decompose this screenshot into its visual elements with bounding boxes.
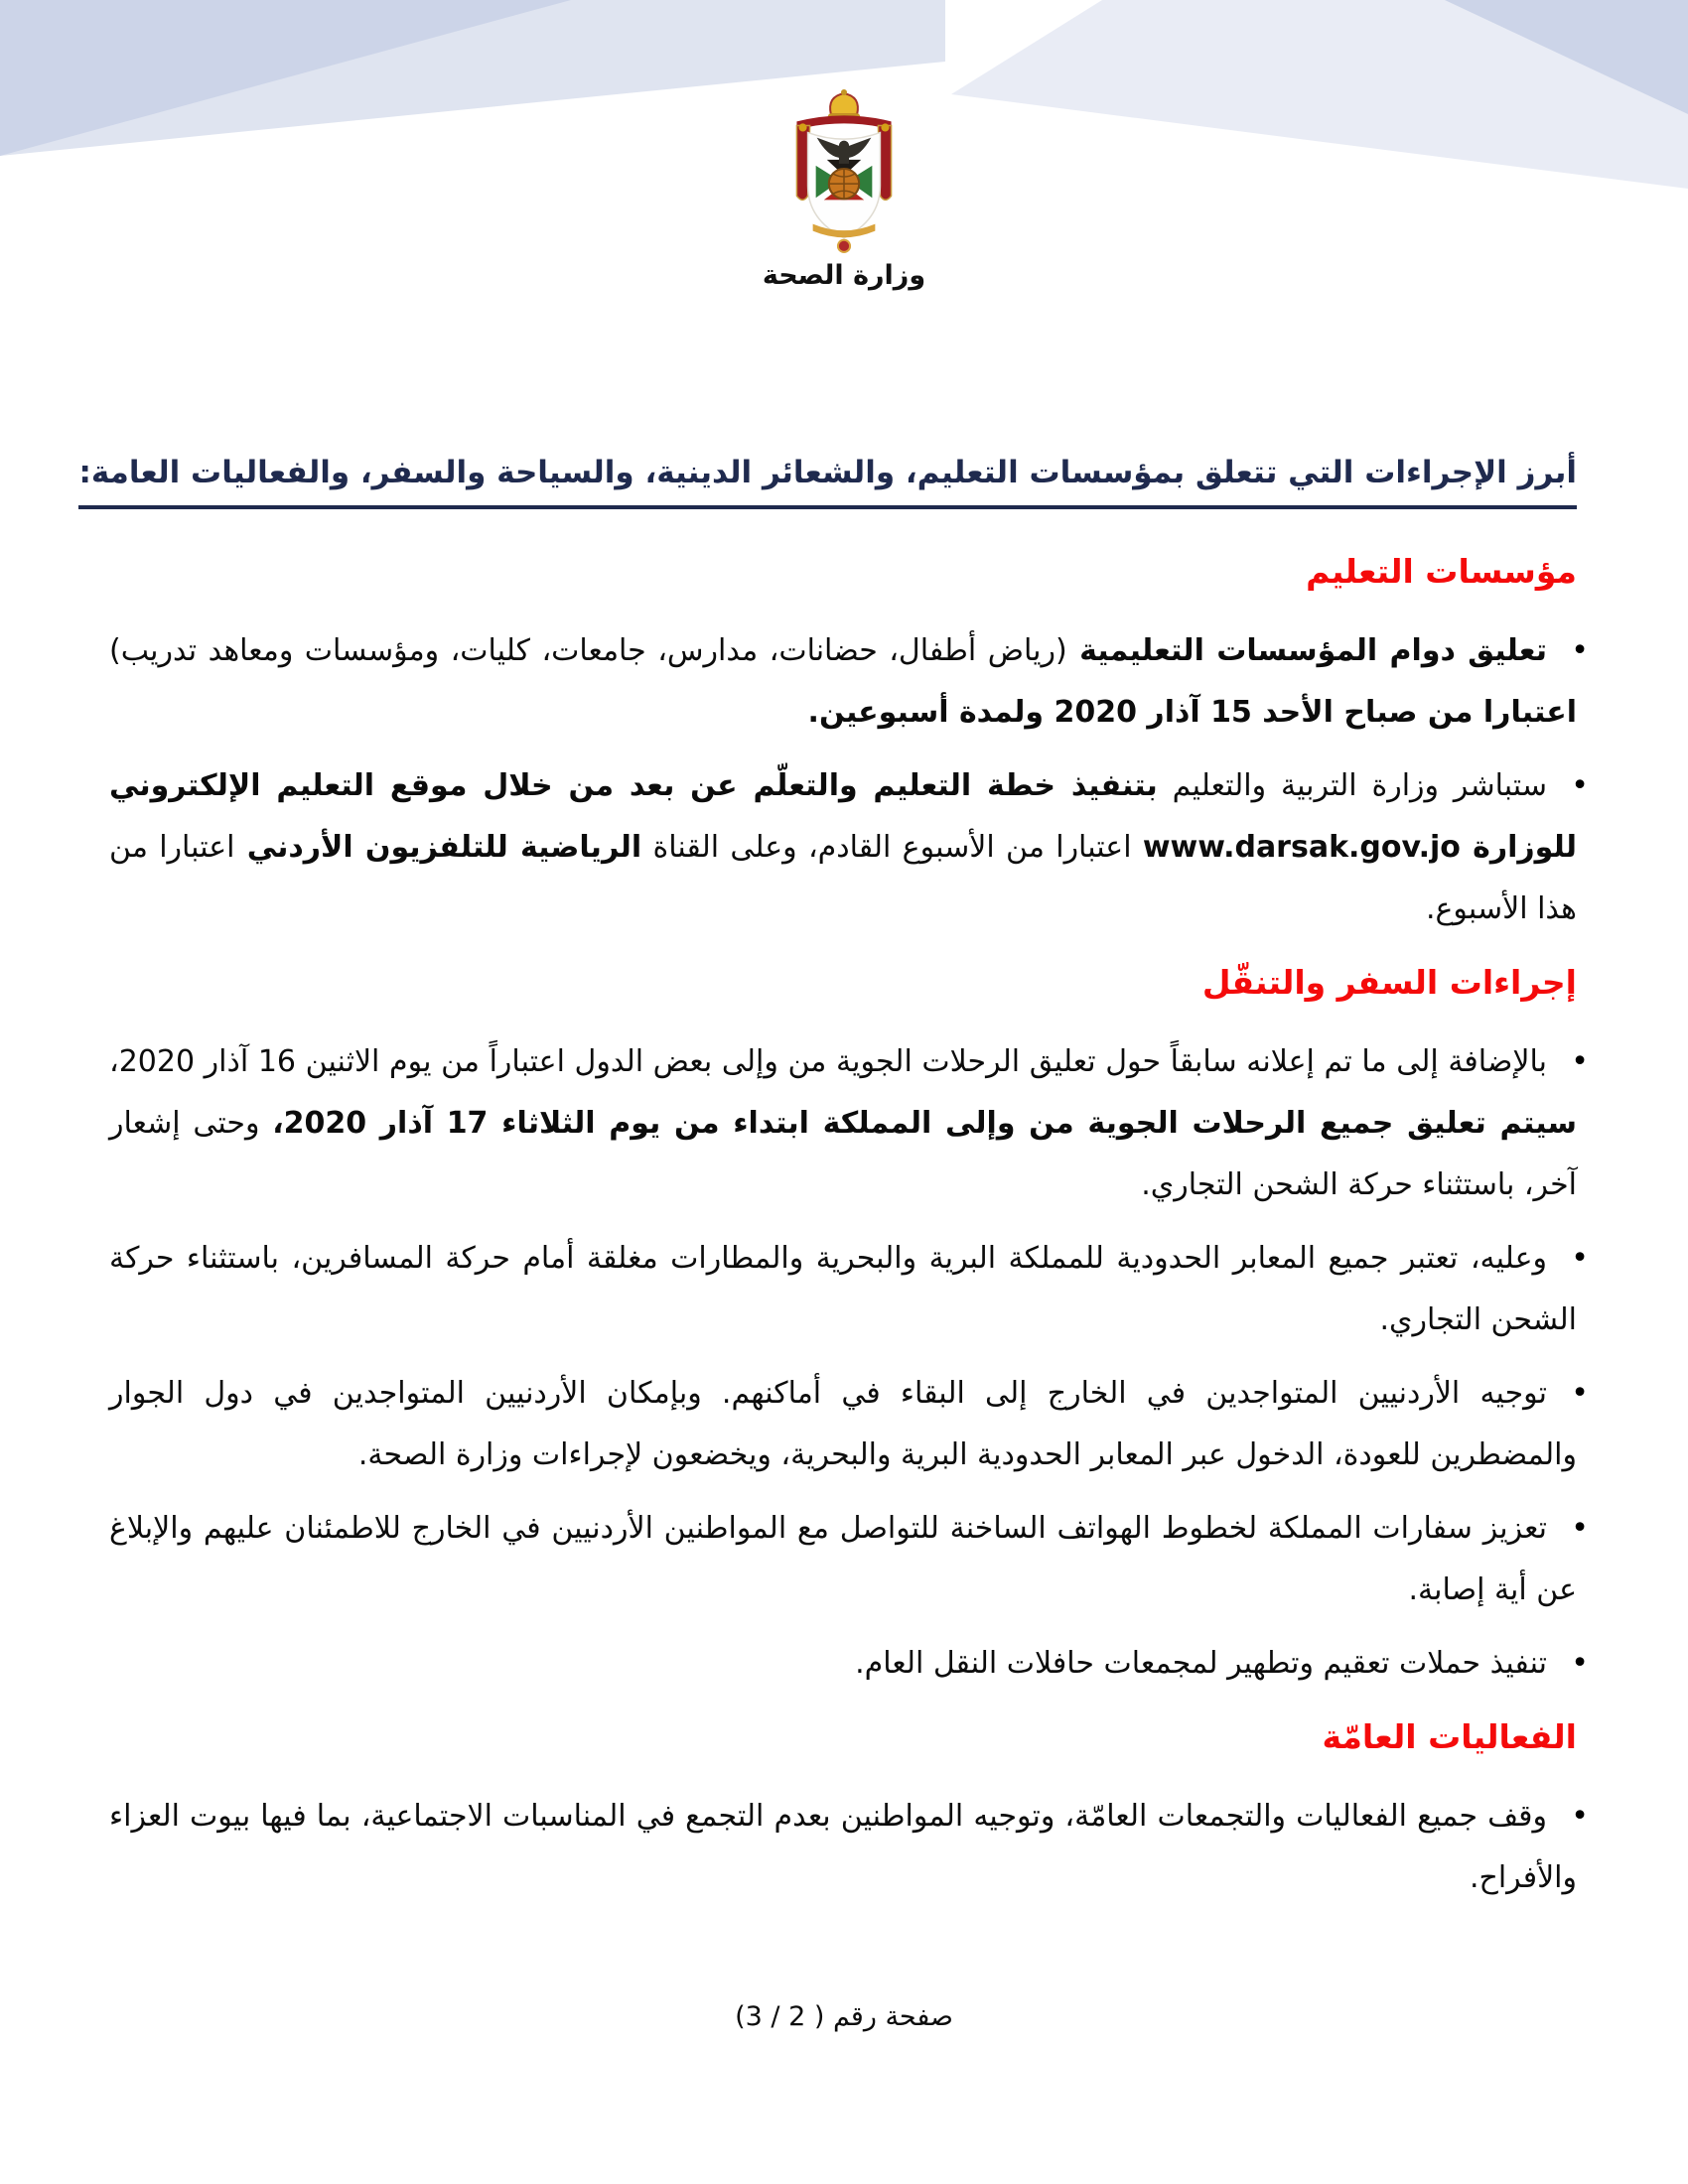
bullet-dot-icon: •	[1571, 1044, 1589, 1079]
text-run: الرياضية للتلفزيون الأردني	[234, 830, 642, 865]
bullet-dot-icon: •	[1571, 633, 1589, 668]
section-heading: إجراءات السفر والتنقّل	[1201, 963, 1577, 1002]
text-run: تعليق دوام المؤسسات التعليمية	[1066, 633, 1547, 668]
bullet-item	[109, 620, 1589, 744]
bullet-dot-icon: •	[1571, 768, 1589, 803]
bullet-list	[109, 1031, 1589, 1695]
text-run: اعتبارا من هذا الأسبوع.	[109, 830, 1577, 926]
bullet-item	[109, 1786, 1589, 1909]
page-title: أبرز الإجراءات التي تتعلق بمؤسسات التعليم، والشعائر الدينية، والسياحة والسفر، والفعاليات العامة:	[78, 447, 1577, 509]
section-heading: الفعاليات العامّة	[1322, 1717, 1577, 1756]
bullet-item	[109, 1633, 1589, 1695]
bullet-dot-icon: •	[1571, 1241, 1589, 1276]
bullet-item	[109, 1498, 1589, 1621]
section-heading: مؤسسات التعليم	[1306, 552, 1577, 591]
text-run: سيتم تعليق جميع الرحلات الجوية من وإلى المملكة ابتداء من يوم الثلاثاء 17 آذار 2020،	[272, 1106, 1578, 1141]
bullet-dot-icon: •	[1571, 1511, 1589, 1546]
bullet-list	[109, 620, 1589, 940]
text-run: اعتبارا من صباح الأحد 15 آذار 2020 ولمدة أسبوعين.	[807, 695, 1577, 730]
bullet-item	[109, 1031, 1589, 1216]
page-number-footer: صفحة رقم ( 2 / 3)	[735, 2001, 953, 2032]
text-run: (رياض أطفال، حضانات، مدارس، جامعات، كليات، ومؤسسات ومعاهد تدريب)	[109, 633, 1067, 668]
text-run: بالإضافة إلى ما تم إعلانه سابقاً حول تعليق الرحلات الجوية من وإلى بعض الدول اعتباراً من يوم الاثنين 16 آذار 2020،	[109, 1044, 1547, 1079]
text-run: تعزيز سفارات المملكة لخطوط الهواتف الساخنة للتواصل مع المواطنين الأردنيين في الخارج للاطمئنان عليهم والإبلاغ عن أية إصابة.	[109, 1511, 1577, 1607]
sections-container	[109, 549, 1589, 1909]
bullet-list	[109, 1786, 1589, 1909]
document-body	[78, 447, 1589, 1929]
text-run: اعتبارا من الأسبوع القادم، وعلى القناة	[641, 830, 1143, 865]
text-run: وقف جميع الفعاليات والتجمعات العامّة، وتوجيه المواطنين بعدم التجمع في المناسبات الاجتماعية، بما فيها بيوت العزاء والأفراح.	[109, 1799, 1577, 1895]
bullet-item	[109, 1228, 1589, 1351]
bullet-item	[109, 755, 1589, 940]
text-run: وعليه، تعتبر جميع المعابر الحدودية للمملكة البرية والبحرية والمطارات مغلقة أمام حركة المسافرين، باستثناء حركة الشحن التجاري.	[109, 1241, 1577, 1337]
ministry-logo-block	[0, 87, 1688, 291]
title-row	[78, 447, 1577, 549]
text-run: www.darsak.gov.jo	[1142, 830, 1461, 865]
text-run: ستباشر وزارة التربية والتعليم	[1157, 768, 1547, 803]
bullet-dot-icon: •	[1571, 1376, 1589, 1411]
bullet-dot-icon: •	[1571, 1799, 1589, 1834]
text-run: بتنفيذ خطة التعليم والتعلّم عن بعد من خلال موقع التعليم الإلكتروني للوزارة	[109, 768, 1577, 865]
bullet-dot-icon: •	[1571, 1646, 1589, 1681]
text-run: تنفيذ حملات تعقيم وتطهير لمجمعات حافلات النقل العام.	[855, 1646, 1547, 1681]
text-run: وحتى إشعار آخر، باستثناء حركة الشحن التجاري.	[109, 1106, 1577, 1202]
jordan-coat-of-arms-icon	[769, 87, 919, 258]
text-run: توجيه الأردنيين المتواجدين في الخارج إلى البقاء في أماكنهم. وبإمكان الأردنيين المتواجدين في دول الجوار والمضطرين للعودة، الدخول عبر المعابر الحدودية البرية والبحرية، ويخضعون لإجراءات وزارة الصحة.	[109, 1376, 1577, 1472]
ministry-name-caption: وزارة الصحة	[762, 260, 926, 291]
bullet-item	[109, 1363, 1589, 1486]
